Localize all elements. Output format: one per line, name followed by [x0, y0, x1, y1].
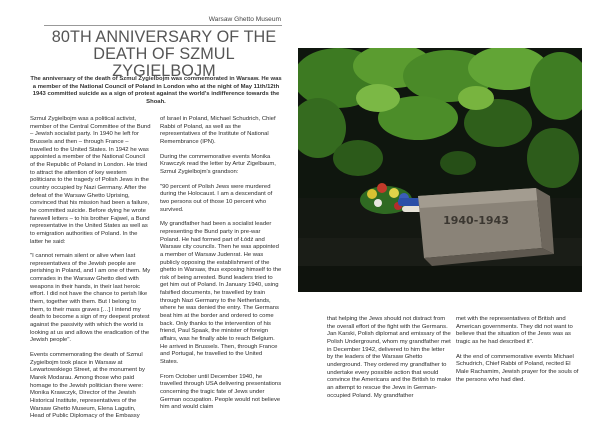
text-column-1 [30, 116, 151, 428]
header-rule [44, 25, 282, 26]
paragraph: Szmul Zygielbojm was a political activist, member of the Central Committee of the Bund – Jewish socialist party. In 1940 he left for Brussels and then – through France – travelled to the United States. In 1942 he was appointed a member of the National Council of the Republic of Poland in London. He tried to attract the attention of key western politicians to the tragedy of Polish Jews in the country occupied by Nazi Germany. After the defeat of the Warsaw Ghetto Uprising, convinced that his mission had been a failure, he committed suicide. Before dying he wrote farewell letters – to his brother Fajwel, a Bund representative in the United States as well as to emigration authorities of Poland. In the latter he said: [30, 116, 151, 245]
text-column-3 [327, 316, 452, 407]
paragraph: that helping the Jews should not distract from the overall effort of the fight with the Germans. Jan Karski, Polish diplomat and emissary of the Polish Underground, whom my grandfather met in December 1942, delivered to him the letter by the leaders of the Warsaw Ghetto underground. They ordered my grandfather to undertake every possible action that would convince the Americans and the British to make an attempt to rescue the Jews in German-occupied Poland. My grandfather [327, 316, 452, 399]
paragraph: Events commemorating the death of Szmul Zygielbojm took place in Warsaw at Lewartowskiego Street, at the monument by Marek Modarau. Among those who paid homage to the Jewish politician there were: Monika Krawczyk, Director of the Jewish Historical Institute, representatives of the Warsaw Ghetto Museum, Elena Lagutin, Head of Public Diplomacy of the Embassy [30, 352, 145, 420]
paragraph: My grandfather had been a socialist leader representing the Bund party in pre-war Poland. He had formed part of Łódź and Warsaw city councils. Then he was appointed a member of Warsaw Judenrat. He was publicly opposing the establishment of the ghetto in Warsaw, thus exposing himself to the risk of being arrested. Bund leaders tried to get him out of Poland. In January 1940, using falsified documents, he travelled by train through Nazi Germany to the Netherlands, where he was denied the entry. The Germans beat him at the border and ordered to come back. Only thanks to the intervention of his friend, Paul Spaak, the minister of foreign affairs, was he finally able to reach Belgium. He arrived in Brussels. Then, through France and Portugal, he travelled to the United States. [160, 221, 282, 366]
text-column-4 [456, 316, 581, 391]
monument-inscription: 1940-1943 [443, 214, 509, 227]
quote-paragraph: "90 percent of Polish Jews were murdered during the Holocaust. I am a descendant of two persons out of those 10 percent who survived. [160, 183, 273, 213]
paragraph: From October until December 1940, he travelled through USA delivering presentations concerning the tragic fate of Jews under German occupation. People would not believe him and would claim [160, 373, 282, 411]
paragraph: During the commemorative events Monika Krawczyk read the letter by Artur Zigelbaum, Szmul Zygielbojm's grandson: [160, 153, 276, 175]
quote-paragraph: "I cannot remain silent or alive when last representatives of the Jewish people are perishing in Poland, and I am one of them. My comrades in the Warsaw Ghetto died with weapons in their hands, in their last heroic effort. I did not have the chance to perish like them, together with them. But I belong to them, to their mass graves […] I intend my death to become a sign of my deepest protest against the passivity with which the world is looking at us and allows the eradication of the Jewish people". [30, 253, 151, 344]
paragraph: At the end of commemorative events Michael Schudrich, Chief Rabbi of Poland, recited El Male Rachamim, Jewish prayer for the souls of the persons who had died. [456, 353, 579, 383]
article-title [44, 29, 284, 80]
quote-paragraph: met with the representatives of British and American governments. They did not want to believe that the situation of the Jews was as tragic as he had described it". [456, 316, 573, 345]
section-label: Warsaw Ghetto Museum [208, 16, 281, 23]
monument-photo-illustration [298, 48, 582, 292]
stone-monument [418, 188, 554, 266]
lead-paragraph: The anniversary of the death of Szmul Zygielbojm was commemorated in Warsaw. He was a member of the National Council of Poland in London who at the night of May 11th/12th 1943 committed suicide as a sign of protest against the world's indifference towards the Shoah. [30, 76, 282, 105]
title-line-2: DEATH OF SZMUL ZYGIELBOJM [93, 45, 235, 80]
title-line-1: 80TH ANNIVERSARY OF THE [51, 28, 277, 46]
monument-photo [298, 48, 582, 292]
paragraph: of Israel in Poland, Michael Schudrich, Chief Rabbi of Poland, as well as the representatives of the Institute of National Remembrance (IPN). [160, 116, 276, 145]
text-column-2 [160, 116, 282, 419]
